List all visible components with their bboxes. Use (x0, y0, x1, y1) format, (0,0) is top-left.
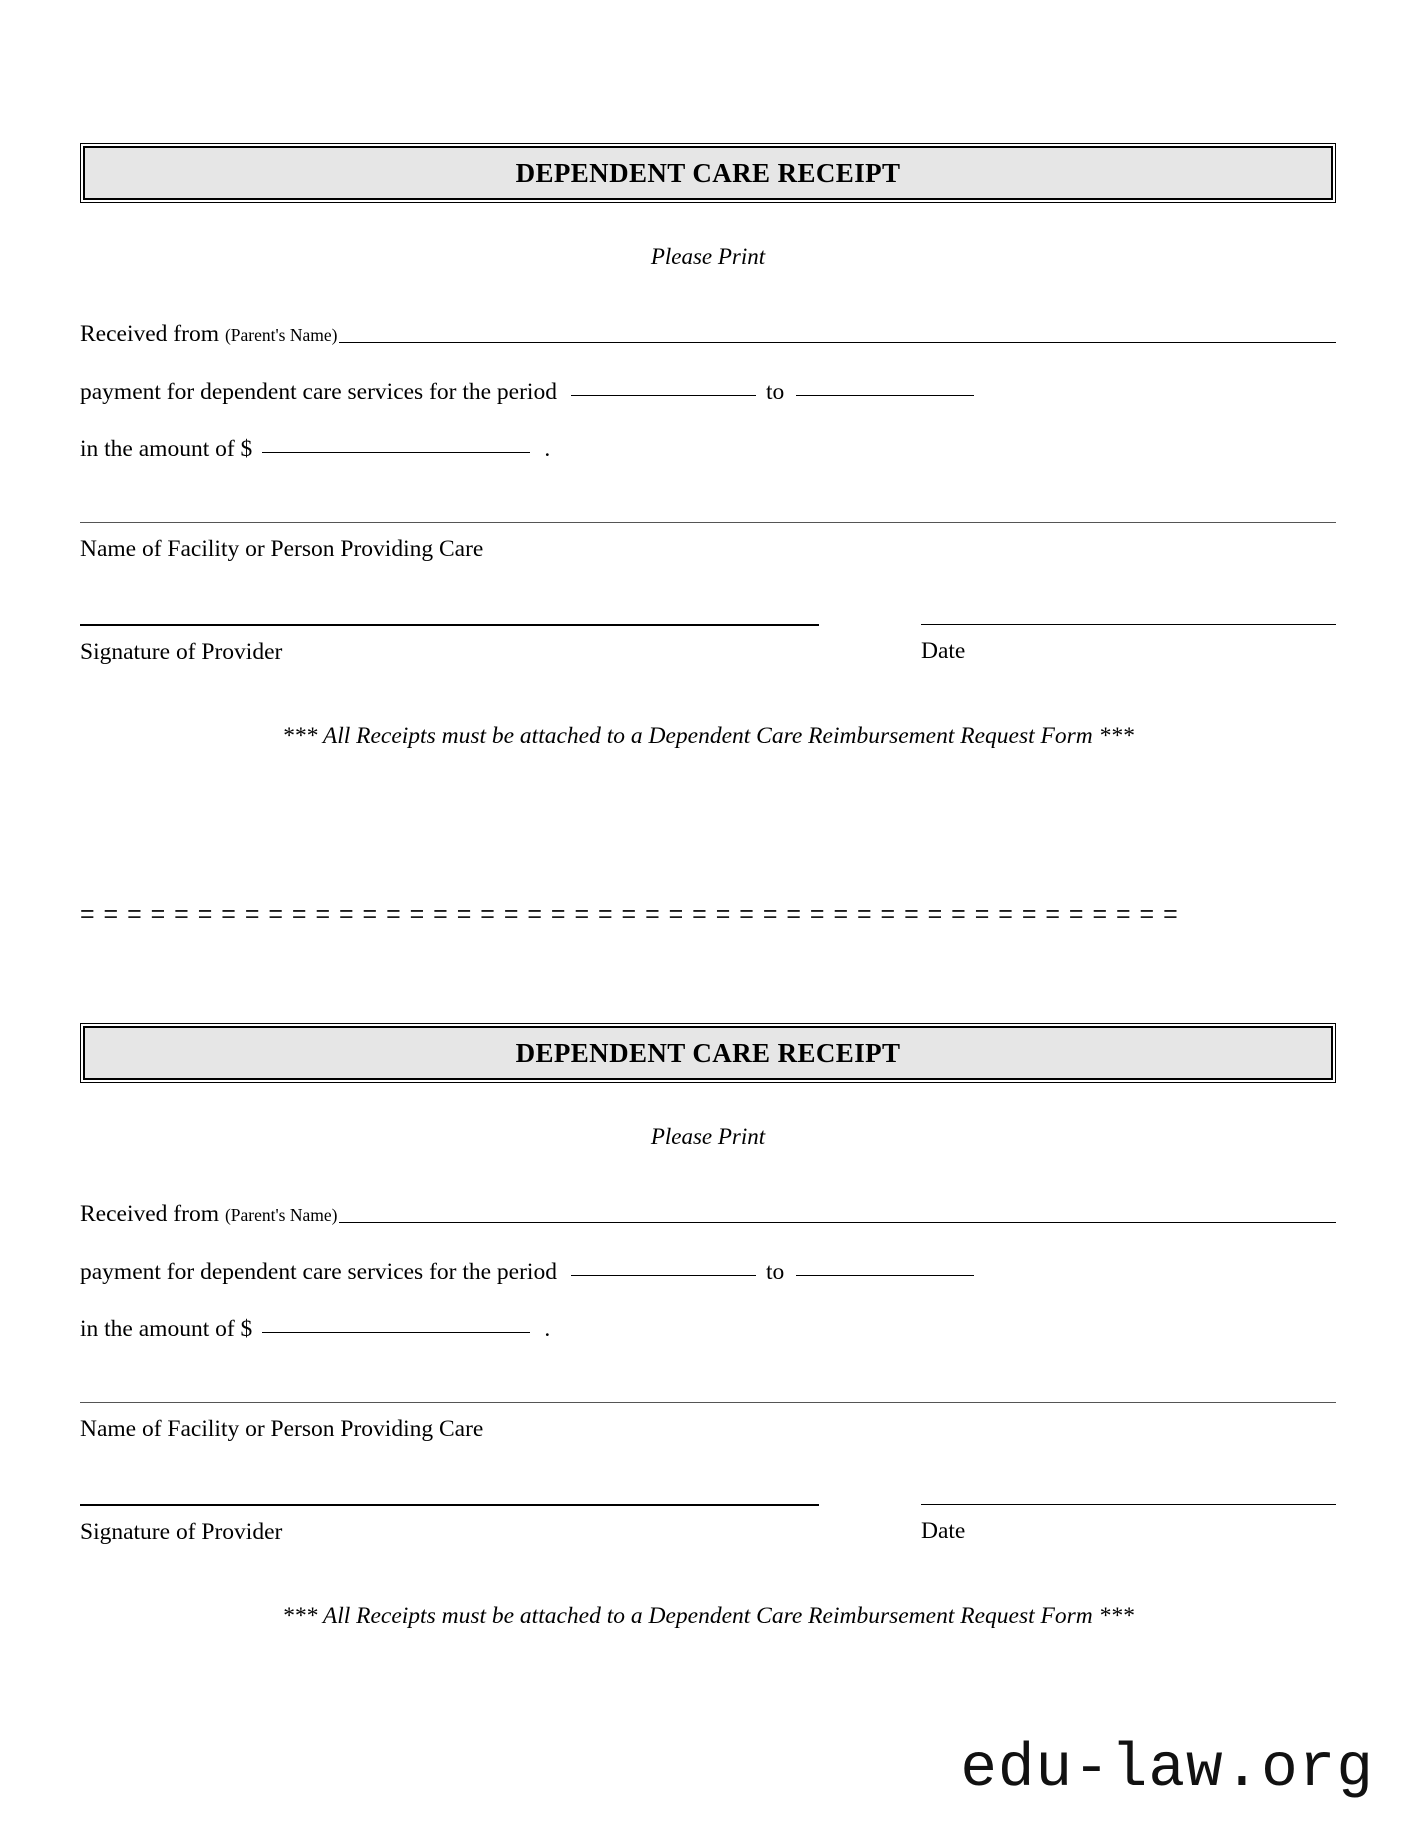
facility-input-line[interactable] (80, 1401, 1336, 1403)
received-from-label: Received from (80, 321, 219, 347)
page-title: DEPENDENT CARE RECEIPT (515, 1037, 901, 1068)
period-end-input-line[interactable] (796, 394, 974, 396)
service-period-row (80, 1259, 1336, 1286)
receipt-footnote: *** All Receipts must be attached to a Dependent Care Reimbursement Request Form *** (282, 723, 1134, 749)
facility-input-line[interactable] (80, 521, 1336, 523)
date-input-line[interactable] (921, 623, 1336, 625)
parent-name-input-line[interactable] (339, 341, 1336, 343)
receipt-block-1 (80, 143, 1336, 750)
amount-input-line[interactable] (262, 1331, 530, 1333)
amount-row (80, 436, 1336, 463)
please-print-instruction: Please Print (650, 1124, 766, 1149)
receipt-header-banner-inner (83, 146, 1333, 200)
signature-date-row (80, 1503, 1336, 1546)
parent-name-hint: (Parent's Name) (224, 1205, 338, 1225)
please-print-instruction: Please Print (650, 244, 766, 269)
date-input-line[interactable] (921, 1503, 1336, 1505)
date-column (921, 623, 1336, 666)
receipt-header-banner (80, 143, 1336, 203)
page-title: DEPENDENT CARE RECEIPT (515, 157, 901, 188)
receipt-header-banner-inner (83, 1026, 1333, 1080)
signature-label: Signature of Provider (80, 639, 283, 665)
received-from-row (80, 321, 1336, 348)
date-column (921, 1503, 1336, 1546)
signature-input-line[interactable] (80, 623, 819, 626)
period-to-label: to (765, 1259, 785, 1285)
facility-label: Name of Facility or Person Providing Care (80, 536, 484, 562)
amount-row (80, 1316, 1336, 1343)
receipt-block-2 (80, 1023, 1336, 1630)
receipt-footnote: *** All Receipts must be attached to a Dependent Care Reimbursement Request Form *** (282, 1603, 1134, 1629)
site-watermark: edu-law.org (960, 1735, 1374, 1804)
amount-input-line[interactable] (262, 451, 530, 453)
section-divider: = = = = = = = = = = = = = = = = = = = = = = = = = = = = = = = = = = = = = = = = = = = = = = = (80, 900, 1179, 928)
signature-date-row (80, 623, 1336, 666)
amount-period-punctuation: . (544, 1316, 551, 1342)
received-from-row (80, 1201, 1336, 1228)
service-period-label: payment for dependent care services for the period (80, 379, 557, 405)
date-label: Date (921, 1518, 966, 1544)
service-period-label: payment for dependent care services for the period (80, 1259, 557, 1285)
signature-column (80, 1503, 819, 1546)
received-from-label: Received from (80, 1201, 219, 1227)
parent-name-input-line[interactable] (339, 1221, 1336, 1223)
facility-section (80, 1401, 1336, 1443)
receipt-header-banner (80, 1023, 1336, 1083)
facility-section (80, 521, 1336, 563)
amount-period-punctuation: . (544, 436, 551, 462)
signature-input-line[interactable] (80, 1503, 819, 1506)
amount-label: in the amount of $ (80, 1316, 253, 1342)
period-start-input-line[interactable] (571, 394, 756, 396)
signature-label: Signature of Provider (80, 1519, 283, 1545)
facility-label: Name of Facility or Person Providing Care (80, 1416, 484, 1442)
period-to-label: to (765, 379, 785, 405)
period-end-input-line[interactable] (796, 1274, 974, 1276)
date-label: Date (921, 638, 966, 664)
service-period-row (80, 379, 1336, 406)
period-start-input-line[interactable] (571, 1274, 756, 1276)
signature-column (80, 623, 819, 666)
parent-name-hint: (Parent's Name) (224, 325, 338, 345)
amount-label: in the amount of $ (80, 436, 253, 462)
